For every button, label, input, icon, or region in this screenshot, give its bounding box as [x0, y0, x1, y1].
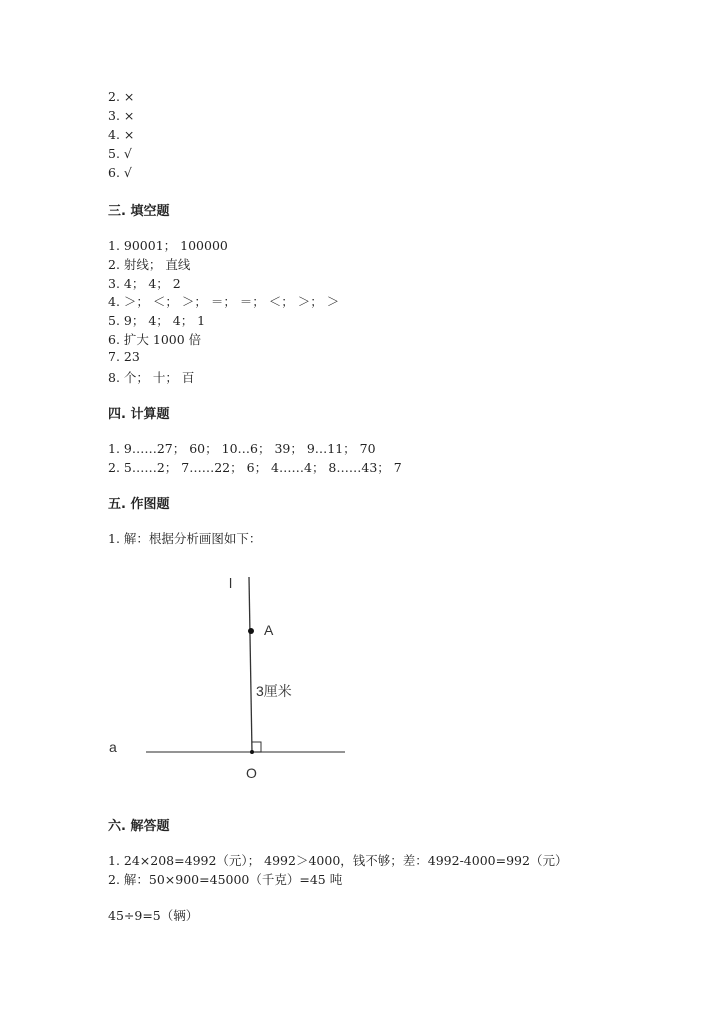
answer-line: 6. 扩大 1000 倍: [108, 332, 202, 347]
point-o: [250, 750, 254, 754]
answer-line: 1. 解：根据分析画图如下：: [108, 531, 262, 546]
section-title: 五. 作图题: [108, 497, 170, 512]
label-line-a: a: [109, 739, 117, 755]
right-angle-mark: [252, 742, 261, 752]
answer-line: 3. ×: [108, 108, 135, 123]
section-title: 四. 计算题: [108, 407, 170, 422]
label-distance: 3厘米: [256, 683, 292, 699]
answer-line: 2. 5……2； 7……22； 6； 4……4； 8……43； 7: [108, 460, 402, 475]
answer-line: 2. ×: [108, 89, 135, 104]
answer-line: 5. 9； 4； 4； 1: [108, 313, 206, 328]
answer-line: 8. 个； 十； 百: [108, 370, 195, 385]
answer-line: 3. 4； 4； 2: [108, 276, 181, 291]
answer-line: 2. 射线； 直线: [108, 257, 191, 272]
answer-line: 4. ＞； ＜； ＞； ＝； ＝； ＜； ＞； ＞: [108, 294, 340, 309]
answer-line: 6. √: [108, 165, 132, 180]
answer-line: 5. √: [108, 146, 132, 161]
section-title: 六. 解答题: [108, 819, 170, 834]
answer-line: 1. 90001； 100000: [108, 238, 228, 253]
answer-line: 1. 9……27； 60； 10…6； 39； 9…11； 70: [108, 441, 376, 456]
label-o: O: [246, 765, 257, 781]
label-l: l: [229, 575, 233, 591]
answer-line: 4. ×: [108, 127, 135, 142]
label-a: A: [264, 622, 274, 638]
answer-line: 45÷9=5（辆）: [108, 908, 199, 923]
point-a: [248, 628, 254, 634]
line-l: [249, 577, 252, 752]
answer-line: 2. 解：50×900=45000（千克）=45 吨: [108, 872, 343, 887]
answer-line: 1. 24×208=4992（元）； 4992＞4000，钱不够；差：4992-4000=992（元）: [108, 853, 568, 868]
section-title: 三. 填空题: [108, 204, 170, 219]
answer-line: 7. 23: [108, 349, 140, 364]
